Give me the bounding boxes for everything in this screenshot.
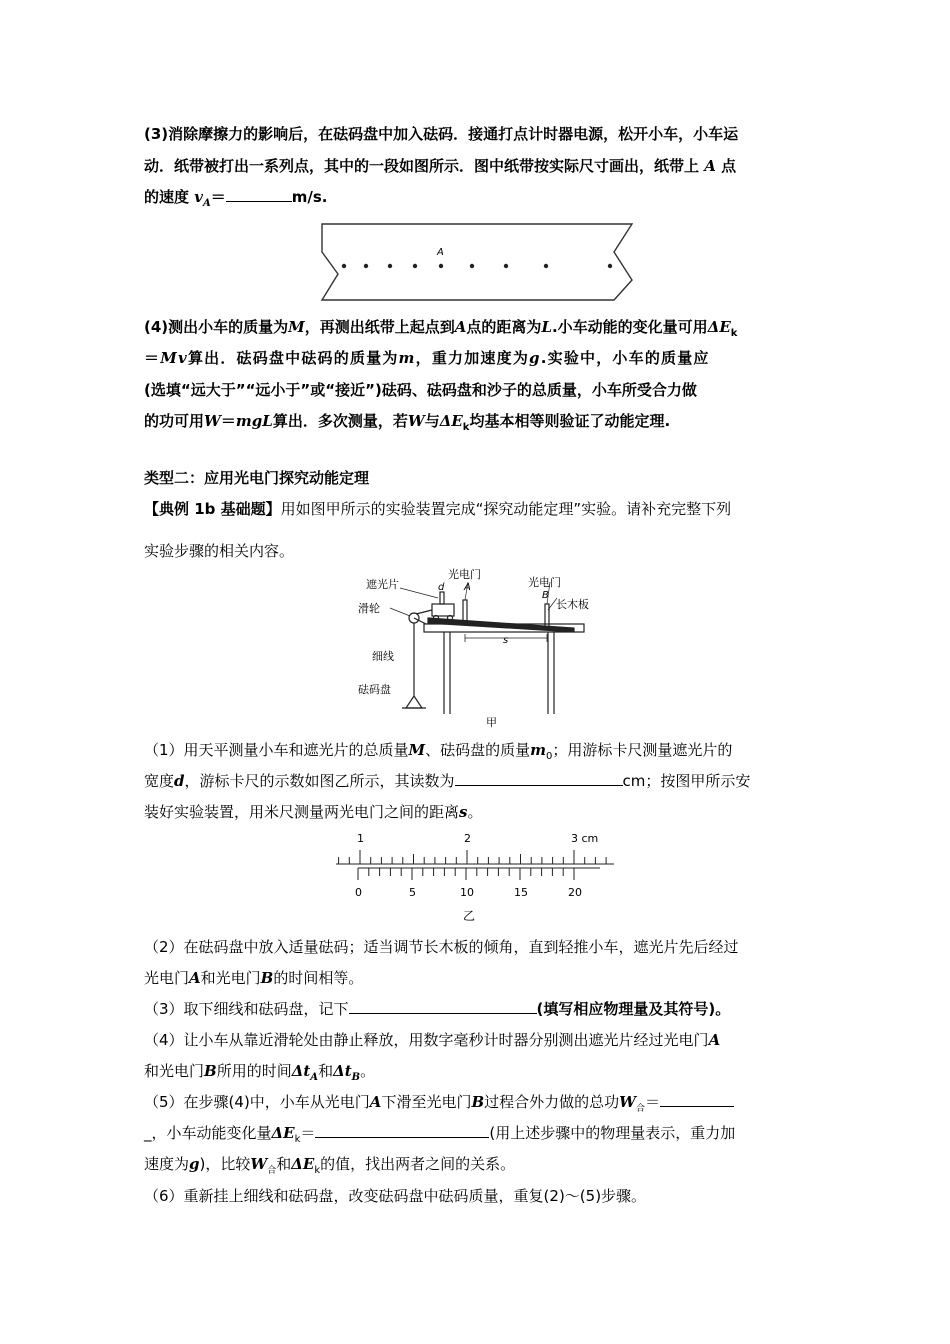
label-d: d bbox=[438, 582, 445, 593]
step5-line1: （5）在步骤(4)中，小车从光电门A下滑至光电门B过程合外力做的总功$W_合=$ bbox=[144, 1092, 734, 1119]
step4-line2: 和光电门B所用的时间$\Delta t_A$和$\Delta t_B$。 bbox=[144, 1062, 376, 1083]
step2-line1: （2）在砝码盘中放入适量砝码；适当调节长木板的倾角，直到轻推小车，遮光片先后经过 bbox=[144, 938, 739, 956]
main-scale-label: 2 bbox=[464, 832, 471, 845]
answer-blank[interactable] bbox=[455, 771, 623, 786]
main-scale-label: 1 bbox=[357, 832, 364, 845]
tape-dot bbox=[364, 264, 368, 268]
label-b: B bbox=[542, 590, 549, 601]
label-a: A bbox=[464, 582, 471, 593]
figure-caption-yi: 乙 bbox=[463, 909, 476, 923]
label-xixian: 细线 bbox=[372, 650, 394, 663]
step1-line1: （1）用天平测量小车和遮光片的总质量M、砝码盘的质量$m_0$；用游标卡尺测量遮光片的 bbox=[144, 741, 733, 762]
label-photogate-b: 光电门 bbox=[528, 576, 561, 589]
step1-line2: 宽度d，游标卡尺的示数如图乙所示，其读数为 cm；按图甲所示安 bbox=[144, 772, 751, 790]
step3-line1: （3）取下细线和砝码盘，记下 (填写相应物理量及其符号)。 bbox=[144, 1000, 731, 1018]
label-zheguangpian: 遮光片 bbox=[366, 578, 399, 591]
example-line2: 实验步骤的相关内容。 bbox=[144, 542, 295, 560]
tape-dot bbox=[608, 264, 612, 268]
tape-dot bbox=[470, 264, 474, 268]
tape-dot bbox=[504, 264, 508, 268]
step5-line2: _，小车动能变化量$\Delta E_k=$ (用上述步骤中的物理量表示，重力加 bbox=[144, 1124, 736, 1145]
answer-blank[interactable] bbox=[660, 1092, 734, 1107]
q4-line4: 的功可用W＝mgL算出．多次测量，若W与$\Delta E_k$均基本相等则验证了动能定理. bbox=[144, 412, 671, 433]
q3-line3 bbox=[144, 187, 328, 214]
q4-line1: (4)测出小车的质量为M，再测出纸带上起点到A点的距离为L.小车动能的变化量可用$\Delta E_k$ bbox=[144, 318, 738, 339]
tape-label-A: A bbox=[437, 247, 444, 258]
q3-text: 动．纸带被打出一系列点，其中的一段如图所示．图中纸带按实际尺寸画出，纸带上 bbox=[144, 157, 700, 175]
paper-tape-figure bbox=[310, 222, 640, 304]
tape-dot bbox=[413, 264, 417, 268]
step4-line1: （4）让小车从靠近滑轮处由静止释放，用数字毫秒计时器分别测出遮光片经过光电门A bbox=[144, 1031, 721, 1049]
answer-blank[interactable] bbox=[315, 1123, 489, 1138]
example-tag: 【典例 1b 基础题】 bbox=[144, 500, 281, 518]
vernier-scale-label: 10 bbox=[460, 886, 474, 899]
tape-dot bbox=[388, 264, 392, 268]
step2-line2: 光电门A和光电门B的时间相等。 bbox=[144, 969, 364, 987]
tape-dot bbox=[439, 264, 443, 268]
weight-pan bbox=[406, 696, 422, 708]
q3-line1: (3)消除摩擦力的影响后，在砝码盘中加入砝码．接通打点计时器电源，松开小车，小车运 bbox=[144, 125, 739, 143]
step1-line3: 装好实验装置，用米尺测量两光电门之间的距离s。 bbox=[144, 803, 483, 821]
figure-caption-jia: 甲 bbox=[486, 716, 497, 729]
label-hualun: 滑轮 bbox=[358, 602, 380, 615]
main-scale-label: 3 cm bbox=[571, 832, 599, 845]
vernier-scale-label: 15 bbox=[514, 886, 528, 899]
answer-blank[interactable] bbox=[349, 999, 537, 1014]
var-v: v bbox=[194, 188, 203, 206]
vernier-scale-label: 20 bbox=[568, 886, 582, 899]
photogate-a bbox=[463, 600, 467, 622]
q3-text: 的速度 bbox=[144, 188, 190, 206]
tape-dot bbox=[544, 264, 548, 268]
apparatus-figure bbox=[352, 568, 592, 730]
subscript-A: A bbox=[202, 198, 211, 209]
step5-line3: 速度为g)，比较$W_合$和$\Delta E_k$的值，找出两者之间的关系。 bbox=[144, 1155, 516, 1176]
vernier-caliper-figure bbox=[330, 828, 620, 924]
answer-blank[interactable] bbox=[226, 187, 292, 202]
vernier-scale-label: 5 bbox=[409, 886, 416, 899]
unit: m/s. bbox=[291, 188, 328, 206]
q4-line3: (选填“远大于”“远小于”或“接近”)砝码、砝码盘和沙子的总质量，小车所受合力做 bbox=[144, 381, 697, 399]
example-line1: 【典例 1b 基础题】用如图甲所示的实验装置完成“探究动能定理”实验。请补充完整下列 bbox=[144, 500, 732, 518]
step6-line1: （6）重新挂上细线和砝码盘，改变砝码盘中砝码质量，重复(2)～(5)步骤。 bbox=[144, 1187, 647, 1205]
cart bbox=[432, 604, 454, 616]
q3-line2 bbox=[144, 156, 736, 176]
label-photogate-a: 光电门 bbox=[448, 568, 481, 581]
vernier-scale-label: 0 bbox=[355, 886, 362, 899]
label-changmuban: 长木板 bbox=[556, 598, 589, 611]
var-A: A bbox=[704, 157, 716, 175]
label-s: s bbox=[503, 635, 509, 646]
label-famapan: 砝码盘 bbox=[358, 683, 391, 696]
section-heading: 类型二：应用光电门探究动能定理 bbox=[144, 469, 370, 487]
q4-line2: ＝Mv算出．砝码盘中砝码的质量为m，重力加速度为g.实验中，小车的质量应 bbox=[144, 349, 710, 367]
tape-dot bbox=[342, 264, 346, 268]
equals: ＝ bbox=[210, 188, 226, 206]
q3-text: 点 bbox=[721, 157, 737, 175]
